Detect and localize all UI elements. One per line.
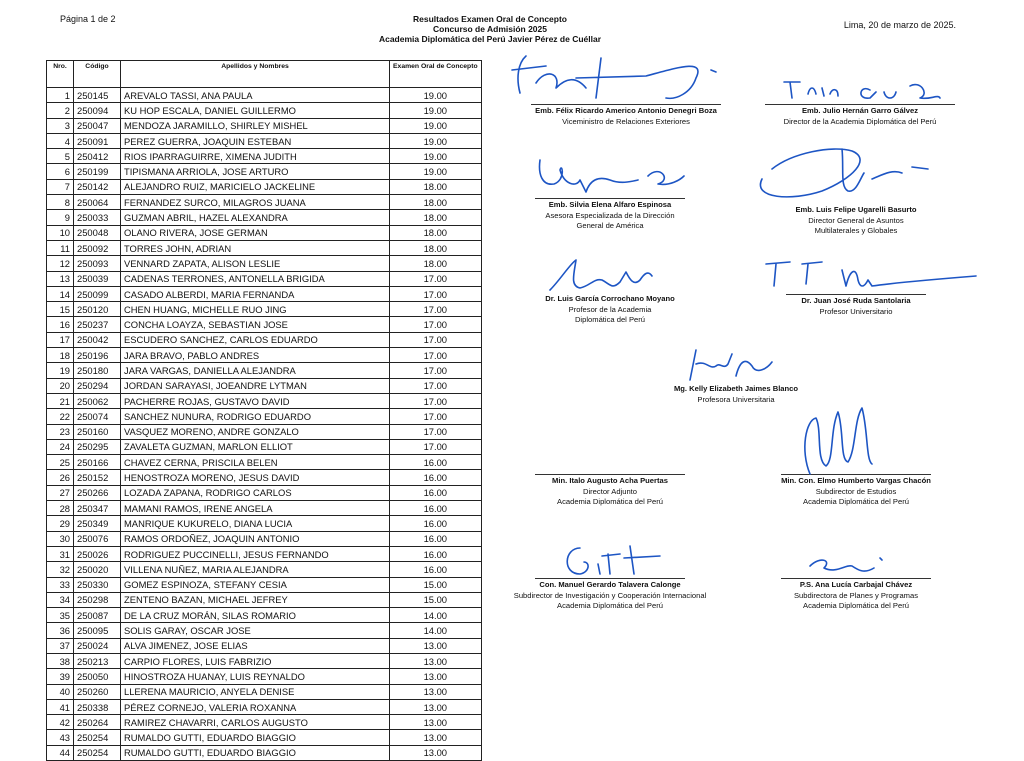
row-score: 13.00 [390, 730, 482, 745]
signature-block-8 [480, 474, 740, 508]
row-code: 250264 [74, 715, 121, 730]
row-number: 41 [47, 699, 74, 714]
row-number: 15 [47, 302, 74, 317]
row-score: 16.00 [390, 455, 482, 470]
signatory-title-5a: Profesor de la Academia [568, 304, 652, 314]
signatory-title-8b: Academia Diplomática del Perú [557, 497, 663, 506]
table-row [47, 409, 482, 424]
row-number: 25 [47, 455, 74, 470]
row-name: HENOSTROZA MORENO, JESUS DAVID [121, 470, 390, 485]
row-number: 12 [47, 256, 74, 271]
row-name: RAMIREZ CHAVARRI, CARLOS AUGUSTO [121, 715, 390, 730]
row-score: 17.00 [390, 348, 482, 363]
signature-block-4 [726, 205, 986, 237]
row-score: 13.00 [390, 684, 482, 699]
row-score: 19.00 [390, 103, 482, 118]
row-number: 23 [47, 424, 74, 439]
row-score: 17.00 [390, 424, 482, 439]
signature-block-7 [606, 384, 866, 405]
handwritten-signature-3 [520, 140, 720, 200]
row-code: 250033 [74, 210, 121, 225]
row-name: JORDAN SARAYASI, JOEANDRE LYTMAN [121, 378, 390, 393]
table-row [47, 378, 482, 393]
row-name: HINOSTROZA HUANAY, LUIS REYNALDO [121, 669, 390, 684]
header-examen: Examen Oral de Concepto [390, 61, 482, 88]
signatory-title-3b: General de América [576, 221, 644, 230]
row-name: CASADO ALBERDI, MARIA FERNANDA [121, 286, 390, 301]
table-row [47, 348, 482, 363]
row-code: 250050 [74, 669, 121, 684]
table-row [47, 118, 482, 133]
row-code: 250295 [74, 439, 121, 454]
row-name: FERNANDEZ SURCO, MILAGROS JUANA [121, 195, 390, 210]
row-score: 15.00 [390, 592, 482, 607]
signatory-title-11b: Academia Diplomática del Perú [803, 601, 909, 610]
row-name: PACHERRE ROJAS, GUSTAVO DAVID [121, 393, 390, 408]
row-score: 16.00 [390, 470, 482, 485]
row-code: 250349 [74, 516, 121, 531]
row-number: 43 [47, 730, 74, 745]
row-name: AREVALO TASSI, ANA PAULA [121, 88, 390, 103]
row-number: 20 [47, 378, 74, 393]
row-number: 19 [47, 363, 74, 378]
row-code: 250093 [74, 256, 121, 271]
row-code: 250160 [74, 424, 121, 439]
table-row [47, 103, 482, 118]
row-score: 18.00 [390, 179, 482, 194]
table-row [47, 240, 482, 255]
row-name: TORRES JOHN, ADRIAN [121, 240, 390, 255]
row-number: 1 [47, 88, 74, 103]
table-row [47, 531, 482, 546]
table-row [47, 149, 482, 164]
row-number: 38 [47, 653, 74, 668]
row-name: VASQUEZ MORENO, ANDRE GONZALO [121, 424, 390, 439]
row-code: 250412 [74, 149, 121, 164]
row-score: 17.00 [390, 409, 482, 424]
table-row [47, 653, 482, 668]
table-row [47, 577, 482, 592]
table-row [47, 88, 482, 103]
row-score: 16.00 [390, 531, 482, 546]
signatory-title-8a: Director Adjunto [582, 486, 638, 496]
row-number: 21 [47, 393, 74, 408]
row-score: 16.00 [390, 562, 482, 577]
row-score: 14.00 [390, 608, 482, 623]
row-score: 14.00 [390, 623, 482, 638]
row-score: 17.00 [390, 363, 482, 378]
table-row [47, 516, 482, 531]
row-name: ESCUDERO SANCHEZ, CARLOS EDUARDO [121, 332, 390, 347]
row-number: 39 [47, 669, 74, 684]
row-name: RUMALDO GUTTI, EDUARDO BIAGGIO [121, 730, 390, 745]
table-row [47, 623, 482, 638]
table-row [47, 302, 482, 317]
row-score: 19.00 [390, 118, 482, 133]
signatory-name-9: Min. Con. Elmo Humberto Vargas Chacón [781, 476, 931, 485]
row-score: 19.00 [390, 133, 482, 148]
table-row [47, 546, 482, 561]
row-name: VENNARD ZAPATA, ALISON LESLIE [121, 256, 390, 271]
row-number: 4 [47, 133, 74, 148]
row-number: 44 [47, 745, 74, 760]
signatory-name-1: Emb. Félix Ricardo Americo Antonio Denegri Boza [535, 106, 717, 115]
row-name: SANCHEZ NUNURA, RODRIGO EDUARDO [121, 409, 390, 424]
signatory-name-3: Emb. Silvia Elena Alfaro Espinosa [548, 200, 672, 209]
row-code: 250047 [74, 118, 121, 133]
row-code: 250347 [74, 501, 121, 516]
row-code: 250074 [74, 409, 121, 424]
row-name: GUZMAN ABRIL, HAZEL ALEXANDRA [121, 210, 390, 225]
row-name: ZAVALETA GUZMAN, MARLON ELLIOT [121, 439, 390, 454]
signatory-title-9a: Subdirector de Estudios [815, 486, 897, 496]
row-number: 27 [47, 485, 74, 500]
signature-block-3 [480, 198, 740, 232]
row-code: 250142 [74, 179, 121, 194]
row-number: 6 [47, 164, 74, 179]
handwritten-signature-6 [746, 250, 986, 300]
row-code: 250048 [74, 225, 121, 240]
table-row [47, 286, 482, 301]
table-row [47, 501, 482, 516]
signatory-name-4: Emb. Luis Felipe Ugarelli Basurto [795, 205, 917, 214]
results-table [46, 60, 482, 761]
row-name: MAMANI RAMOS, IRENE ANGELA [121, 501, 390, 516]
row-number: 31 [47, 546, 74, 561]
row-number: 22 [47, 409, 74, 424]
row-name: OLANO RIVERA, JOSE GERMAN [121, 225, 390, 240]
table-row [47, 225, 482, 240]
row-code: 250237 [74, 317, 121, 332]
row-code: 250180 [74, 363, 121, 378]
row-score: 13.00 [390, 653, 482, 668]
row-name: SOLIS GARAY, OSCAR JOSE [121, 623, 390, 638]
signatory-name-2: Emb. Julio Hernán Garro Gálvez [801, 106, 919, 115]
row-code: 250026 [74, 546, 121, 561]
row-name: TIPISMANA ARRIOLA, JOSE ARTURO [121, 164, 390, 179]
row-number: 18 [47, 348, 74, 363]
table-row [47, 332, 482, 347]
row-code: 250199 [74, 164, 121, 179]
row-code: 250196 [74, 348, 121, 363]
signatory-name-11: P.S. Ana Lucía Carbajal Chávez [799, 580, 913, 589]
row-code: 250266 [74, 485, 121, 500]
document-date: Lima, 20 de marzo de 2025. [843, 20, 956, 30]
row-code: 250330 [74, 577, 121, 592]
row-number: 5 [47, 149, 74, 164]
row-name: ALVA JIMENEZ, JOSE ELIAS [121, 638, 390, 653]
table-row [47, 271, 482, 286]
row-name: JARA BRAVO, PABLO ANDRES [121, 348, 390, 363]
signatory-title-11a: Subdirectora de Planes y Programas [793, 590, 919, 600]
row-number: 42 [47, 715, 74, 730]
signatory-name-10: Con. Manuel Gerardo Talavera Calonge [539, 580, 681, 589]
table-row [47, 562, 482, 577]
table-row [47, 608, 482, 623]
row-score: 18.00 [390, 256, 482, 271]
row-score: 19.00 [390, 164, 482, 179]
row-number: 26 [47, 470, 74, 485]
signatory-title-2: Director de la Academia Diplomática del Perú [783, 116, 937, 126]
row-number: 29 [47, 516, 74, 531]
handwritten-signature-5 [540, 250, 700, 300]
row-score: 17.00 [390, 302, 482, 317]
title-line-3: Academia Diplomática del Perú Javier Pérez de Cuéllar [378, 34, 602, 44]
row-number: 3 [47, 118, 74, 133]
row-code: 250152 [74, 470, 121, 485]
row-name: ZENTENO BAZAN, MICHAEL JEFREY [121, 592, 390, 607]
row-name: RUMALDO GUTTI, EDUARDO BIAGGIO [121, 745, 390, 760]
table-row [47, 455, 482, 470]
signature-block-10 [480, 578, 740, 612]
table-row [47, 715, 482, 730]
row-code: 250076 [74, 531, 121, 546]
table-row [47, 699, 482, 714]
row-code: 250087 [74, 608, 121, 623]
row-name: CADENAS TERRONES, ANTONELLA BRIGIDA [121, 271, 390, 286]
signature-block-6 [726, 294, 986, 317]
signature-block-5 [480, 294, 740, 326]
row-code: 250338 [74, 699, 121, 714]
row-number: 40 [47, 684, 74, 699]
row-score: 16.00 [390, 516, 482, 531]
handwritten-signature-1 [506, 48, 746, 108]
row-code: 250294 [74, 378, 121, 393]
row-score: 17.00 [390, 393, 482, 408]
row-number: 37 [47, 638, 74, 653]
table-row [47, 256, 482, 271]
results-body [47, 88, 482, 761]
row-name: PÉREZ CORNEJO, VALERIA ROXANNA [121, 699, 390, 714]
row-number: 11 [47, 240, 74, 255]
handwritten-signature-9 [786, 400, 906, 480]
row-code: 250042 [74, 332, 121, 347]
row-code: 250254 [74, 730, 121, 745]
row-number: 10 [47, 225, 74, 240]
signature-block-11 [726, 578, 986, 612]
table-row [47, 745, 482, 760]
row-name: RODRIGUEZ PUCCINELLI, JESUS FERNANDO [121, 546, 390, 561]
row-number: 2 [47, 103, 74, 118]
signatory-title-4a: Director General de Asuntos [808, 215, 904, 225]
table-row [47, 638, 482, 653]
row-number: 8 [47, 195, 74, 210]
row-name: RAMOS ORDOÑEZ, JOAQUIN ANTONIO [121, 531, 390, 546]
row-score: 17.00 [390, 317, 482, 332]
row-code: 250095 [74, 623, 121, 638]
handwritten-signature-10 [550, 534, 690, 584]
row-number: 28 [47, 501, 74, 516]
row-score: 17.00 [390, 439, 482, 454]
row-number: 24 [47, 439, 74, 454]
row-code: 250260 [74, 684, 121, 699]
row-number: 9 [47, 210, 74, 225]
table-row [47, 179, 482, 194]
row-number: 7 [47, 179, 74, 194]
row-code: 250166 [74, 455, 121, 470]
table-header-row [47, 61, 482, 88]
row-score: 13.00 [390, 669, 482, 684]
signatory-title-6: Profesor Universitario [819, 306, 893, 316]
table-row [47, 730, 482, 745]
signature-block-9 [726, 474, 986, 508]
row-name: MANRIQUE KUKURELO, DIANA LUCIA [121, 516, 390, 531]
signatory-name-8: Min. Italo Augusto Acha Puertas [552, 476, 668, 485]
row-number: 36 [47, 623, 74, 638]
row-code: 250145 [74, 88, 121, 103]
row-score: 13.00 [390, 699, 482, 714]
row-code: 250024 [74, 638, 121, 653]
header-nombres: Apellidos y Nombres [121, 61, 390, 88]
row-code: 250064 [74, 195, 121, 210]
page-number: Página 1 de 2 [60, 14, 116, 24]
row-code: 250099 [74, 286, 121, 301]
signature-block-1 [496, 104, 756, 127]
row-code: 250092 [74, 240, 121, 255]
table-row [47, 439, 482, 454]
signatory-title-7: Profesora Universitaria [697, 394, 775, 404]
signatory-name-6: Dr. Juan José Ruda Santolaria [801, 296, 911, 305]
row-name: LOZADA ZAPANA, RODRIGO CARLOS [121, 485, 390, 500]
row-code: 250298 [74, 592, 121, 607]
signature-block-2 [730, 104, 990, 127]
row-score: 18.00 [390, 240, 482, 255]
signatory-name-7: Mg. Kelly Elizabeth Jaimes Blanco [673, 384, 799, 393]
row-number: 32 [47, 562, 74, 577]
table-row [47, 592, 482, 607]
row-score: 17.00 [390, 332, 482, 347]
row-code: 250213 [74, 653, 121, 668]
row-score: 19.00 [390, 88, 482, 103]
row-number: 33 [47, 577, 74, 592]
table-row [47, 424, 482, 439]
row-name: PEREZ GUERRA, JOAQUIN ESTEBAN [121, 133, 390, 148]
row-score: 13.00 [390, 745, 482, 760]
row-code: 250062 [74, 393, 121, 408]
row-score: 16.00 [390, 501, 482, 516]
row-name: MENDOZA JARAMILLO, SHIRLEY MISHEL [121, 118, 390, 133]
row-name: LLERENA MAURICIO, ANYELA DENISE [121, 684, 390, 699]
row-score: 16.00 [390, 546, 482, 561]
row-score: 16.00 [390, 485, 482, 500]
row-name: ALEJANDRO RUIZ, MARICIELO JACKELINE [121, 179, 390, 194]
row-name: CARPIO FLORES, LUIS FABRIZIO [121, 653, 390, 668]
signatory-title-10b: Academia Diplomática del Perú [557, 601, 663, 610]
row-number: 17 [47, 332, 74, 347]
row-code: 250039 [74, 271, 121, 286]
row-code: 250120 [74, 302, 121, 317]
document-title [300, 14, 680, 44]
row-number: 30 [47, 531, 74, 546]
table-row [47, 363, 482, 378]
row-name: RIOS IPARRAGUIRRE, XIMENA JUDITH [121, 149, 390, 164]
row-score: 18.00 [390, 225, 482, 240]
row-number: 13 [47, 271, 74, 286]
row-score: 17.00 [390, 378, 482, 393]
signatory-title-3a: Asesora Especializada de la Dirección [545, 210, 675, 220]
table-row [47, 669, 482, 684]
table-row [47, 470, 482, 485]
table-row [47, 393, 482, 408]
table-row [47, 164, 482, 179]
row-name: CONCHA LOAYZA, SEBASTIAN JOSE [121, 317, 390, 332]
title-line-1: Resultados Examen Oral de Concepto [413, 14, 567, 24]
signatory-title-1: Viceministro de Relaciones Exteriores [562, 116, 690, 126]
row-score: 18.00 [390, 195, 482, 210]
table-row [47, 485, 482, 500]
row-code: 250020 [74, 562, 121, 577]
row-score: 13.00 [390, 638, 482, 653]
row-name: CHEN HUANG, MICHELLE RUO JING [121, 302, 390, 317]
row-score: 17.00 [390, 271, 482, 286]
row-score: 19.00 [390, 149, 482, 164]
row-number: 34 [47, 592, 74, 607]
row-name: KU HOP ESCALA, DANIEL GUILLERMO [121, 103, 390, 118]
row-score: 17.00 [390, 286, 482, 301]
row-number: 35 [47, 608, 74, 623]
header-nro: Nro. [47, 61, 74, 88]
row-code: 250091 [74, 133, 121, 148]
table-row [47, 133, 482, 148]
row-name: DE LA CRUZ MORÁN, SILAS ROMARIO [121, 608, 390, 623]
signatory-title-10a: Subdirector de Investigación y Cooperación Internacional [513, 590, 707, 600]
title-line-2: Concurso de Admisión 2025 [433, 24, 547, 34]
signatory-title-5b: Diplomática del Perú [574, 315, 646, 324]
row-name: GOMEZ ESPINOZA, STEFANY CESIA [121, 577, 390, 592]
row-score: 13.00 [390, 715, 482, 730]
row-name: CHAVEZ CERNA, PRISCILA BELEN [121, 455, 390, 470]
row-code: 250094 [74, 103, 121, 118]
row-name: VILLENA NUÑEZ, MARIA ALEJANDRA [121, 562, 390, 577]
row-number: 14 [47, 286, 74, 301]
signatory-title-4b: Multilaterales y Globales [814, 226, 898, 235]
row-code: 250254 [74, 745, 121, 760]
row-score: 15.00 [390, 577, 482, 592]
signatory-name-5: Dr. Luis García Corrochano Moyano [545, 294, 675, 303]
row-name: JARA VARGAS, DANIELLA ALEJANDRA [121, 363, 390, 378]
header-codigo: Código [74, 61, 121, 88]
table-row [47, 684, 482, 699]
row-number: 16 [47, 317, 74, 332]
row-score: 18.00 [390, 210, 482, 225]
table-row [47, 195, 482, 210]
table-row [47, 210, 482, 225]
handwritten-signature-7 [676, 340, 796, 390]
table-row [47, 317, 482, 332]
signatory-title-9b: Academia Diplomática del Perú [803, 497, 909, 506]
